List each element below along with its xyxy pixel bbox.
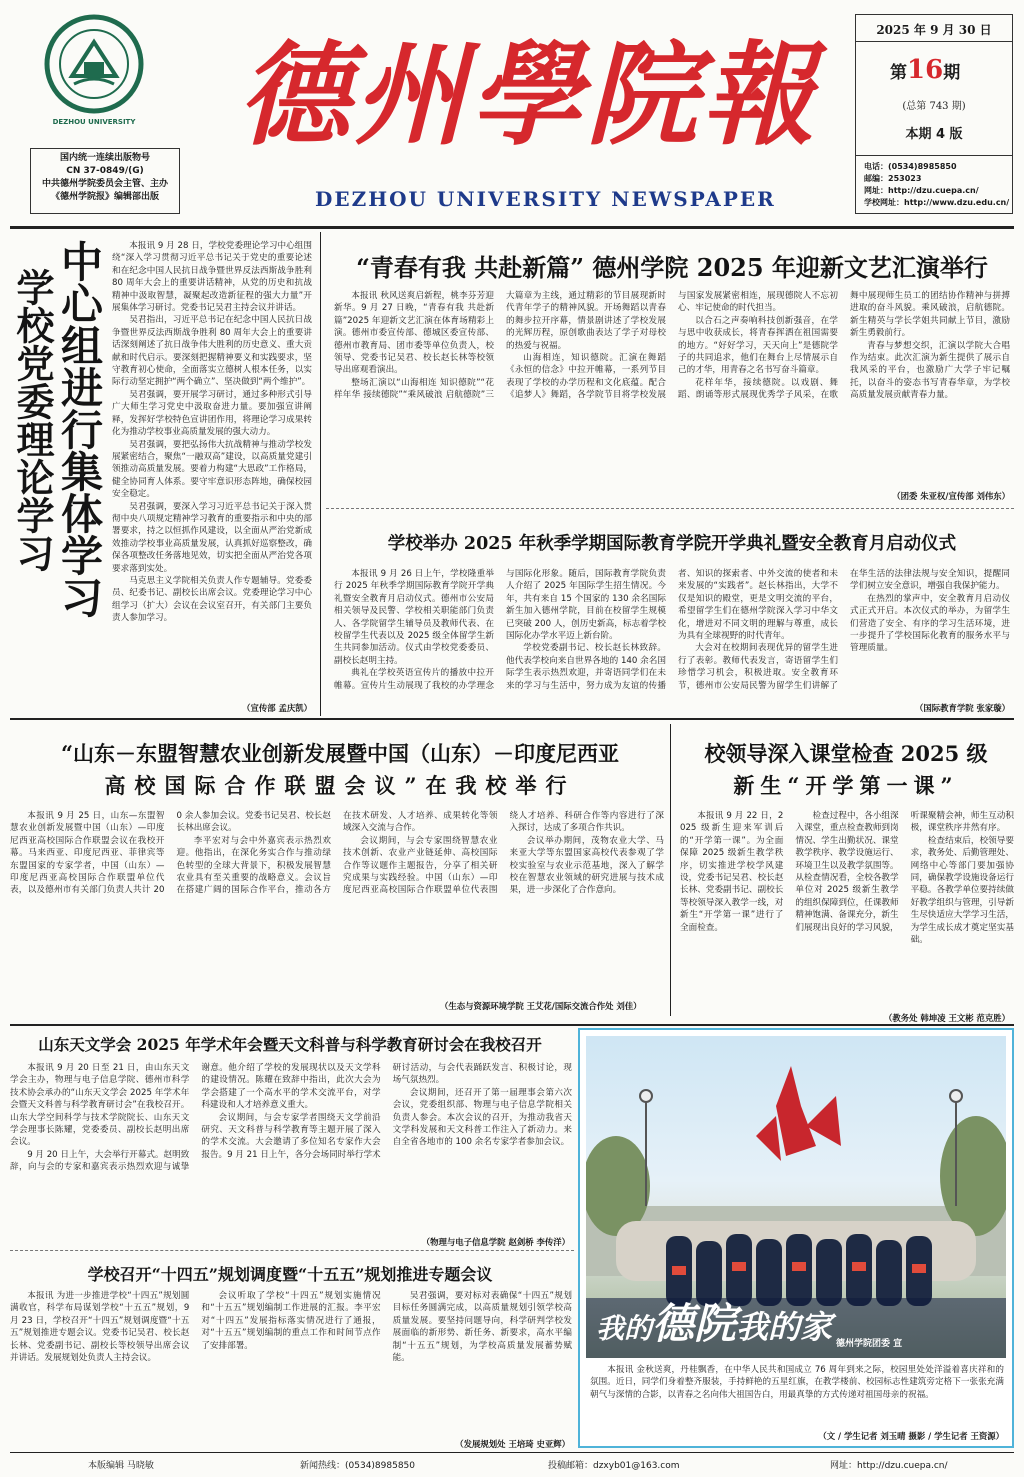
a3-p1: 本报讯 9 月 26 日上午，学校隆重举行 2025 年秋季学期国际教育学院开学典礼暨安全教育月启动仪式。德州市公安局相关领导及民警、学校相关职能部门负责人、各学院留学生辅导员及教师代表、在校留学生代表以及 2025 级全体留学生新生共同参加活动。仪式由学校党委委员、副校长赵明主持。	[334, 569, 494, 666]
a6-body	[10, 1062, 572, 1232]
banner-part-2: 德院	[652, 1299, 737, 1348]
a3-p2: 典礼在学校英语宣传片的播放中拉开帷幕。宣传片生动展现了我校的办学理念与国际化形象。随后，国际教育学院负责人介绍了 2025 年国际学生招生情况。今年，共有来自 15 个国家的 130 余名国际新生加入德州学院，目前在校留学生规模已突破 200 人，创历史新高，标志着学校国际化办学水平迈上新台阶。	[334, 569, 666, 691]
a5-headline-line1: 校领导深入课堂检查 2025 级	[704, 741, 988, 766]
a2-p3: 山海相连，知识德院。汇演在舞蹈《永恒的信念》中拉开帷幕，一系列节目表现了学校的办学历程和文化底蕴。配合《追梦人》舞蹈，各学院节目将学校发展与国家发展紧密相连，展现德院人不忘初心、牢记使命的时代担当。	[506, 291, 838, 401]
a1-headline-col1: 中心组进行集体学习	[55, 240, 104, 618]
a7-byline: （发展规划处 王培琦 史亚辉）	[455, 1439, 570, 1449]
a3-body	[334, 568, 1010, 698]
issue-no: 16	[907, 55, 944, 85]
site-url[interactable]: 网址：http://dzu.cuepa.cn/	[864, 186, 979, 195]
editor-line: 《德州学院报》编辑部出版	[50, 192, 159, 202]
newspaper-subtitle: DEZHOU UNIVERSITY NEWSPAPER	[315, 187, 776, 211]
a5-p1: 本报讯 9 月 22 日，2025 级新生迎来军训后的“开学第一课”。为全面保障 2025 级新生教学秩序，切实推进学校学风建设，党委书记吴君、校长赵长林、党委副书记、副校长等校领导深入教学一线，对新生“开学第一课”进行了全面检查。	[680, 811, 784, 933]
a6-p4: 会议期间，还召开了第一届理事会第六次会议，党委组织部、物理与电子信息学院相关负责人参会。本次会议的召开，为推动我省天文学科发展和天文科普工作注入了新动力。来自全省各地市的 100 余名专家学者参加会议。	[392, 1087, 572, 1148]
photo-banner	[596, 1291, 832, 1351]
a2-p2: 整场汇演以“山海相连 知识德院”“花样年华 接续德院”“乘风破浪 启航德院”三大篇章为主线，通过精彩的节目展现新时代青年学子的精神风貌。开场舞蹈以青春的舞步拉开序幕，情景剧讲述了学校发展的光辉历程，原创歌曲表达了学子对母校的热爱与祝福。	[334, 291, 666, 401]
page-count: 本期 4 版	[905, 127, 963, 142]
a1-body	[112, 240, 312, 700]
a1-p3: 吴君强调，要开展学习研讨，通过多种形式引导广大师生学习党史中汲取奋进力量。要加强宣讲阐释，发挥好学校特色宣讲团作用，将理论学习成果转化为推动学校事业高质量发展的强大动力。	[112, 389, 312, 438]
school-url[interactable]: 学校网址：http://www.dzu.edu.cn/	[864, 198, 1010, 207]
a2-p4: 以合石之声奏响科技创新强音，在学与思中收获成长，将青春挥洒在祖国需要的地方。“好好学习，天天向上”是德院学子的共同追求，他们在舞台上尽情展示自己的才华，用青春之名书写奋斗篇章。	[678, 315, 838, 376]
a6-headline: 山东天文学会 2025 年学术年会暨天文科普与科学教育研讨会在我校召开	[38, 1035, 542, 1054]
footer-site[interactable]: 网址：http://dzu.cuepa.cn/	[830, 1461, 948, 1471]
a4-p2: 李平宏对与会中外嘉宾表示热烈欢迎。他指出，在深化务实合作与推动绿色转型的全球大背景下，积极发展智慧农业具有至关重要的战略意义。会议旨在搭建广阔的国际合作平台，推动各方在技术研发、人才培养、成果转化等领域深入交流与合作。	[176, 811, 498, 896]
a4-headline-line1: “山东－东盟智慧农业创新发展暨中国（山东）－印度尼西亚	[60, 741, 620, 766]
sponsor-line: 中共德州学院委员会主管、主办	[41, 179, 168, 189]
a2-p6: 青春与梦想交织，汇演以学院大合唱作为结束。此次汇演为新生提供了展示自我风采的平台，也激励广大学子牢记嘱托，以奋斗的姿态书写青春华章，为学校高质量发展贡献青春力量。	[850, 340, 1010, 401]
banner-part-3: 我的家	[736, 1308, 833, 1346]
issue-number	[890, 55, 960, 85]
a1-byline: （宣传部 孟庆凯）	[242, 703, 312, 713]
a2-p1: 本报讯 秋风送爽启新程，桃李芬芳迎新华。9 月 27 日晚，“青春有我 共赴新篇”2025 年迎新文艺汇演在体育场精彩上演。德州市委宣传部、德城区委宣传部、德州市教育局、团市委等单位负责人，校领导、党委书记吴君、校长赵长林等校领导出席观看演出。	[334, 291, 494, 376]
photo-byline: （文 / 学生记者 刘玉晴 摄影 / 学生记者 王资源）	[818, 1431, 1004, 1441]
a5-p2: 检查过程中，各小组深入课堂，重点检查教师到岗情况、学生出勤状况、课堂教学秩序、教学设施运行、环境卫生以及教学氛围等。从检查情况看，全校各教学单位对 2025 级新生教学的组织保障到位，任课教师精神饱满、备课充分，新生们展现出良好的学习风貌，听课聚精会神，师生互动积极，课堂秩序井然有序。	[795, 811, 1014, 933]
a1-p5: 吴君强调，要深入学习习近平总书记关于深入贯彻中央八项规定精神学习教育的重要指示和中央的部署要求，持之以恒抓作风建设，以全面从严治党新成效推动学校事业高质量发展，认真抓好巡察整改，确保各项整改任务落地见效，切实把全面从严治党各项要求落到实处。	[112, 501, 312, 574]
postcode: 邮编：253023	[864, 174, 922, 183]
publication-info-box	[30, 148, 180, 214]
a4-body	[10, 810, 664, 1012]
footer	[0, 1458, 1024, 1474]
a1-headline-col2: 学校党委理论学习	[10, 268, 55, 572]
a7-body	[10, 1290, 572, 1436]
total-issue: (总第 743 期)	[902, 101, 966, 112]
a3-p3: 学校党委副书记、校长赵长林致辞。他代表学校向来自世界各地的 140 余名国际学生表示热烈欢迎，并寄语同学们在未来的学习与生活中，努力成为友谊的传播者、知识的探索者、中外交流的使者和未来发展的“实践者”。赵长林指出，大学不仅是知识的殿堂，更是文明交流的平台，希望留学生们在德州学院深入学习中华文化，增进对不同文明的理解与尊重，成长为具有全球视野的时代青年。	[506, 569, 838, 691]
a4-p3: 会议期间，与会专家围绕智慧农业技术创新、农业产业链延伸、高校国际合作等议题作主题报告，分享了相关研究成果与实践经验。中国（山东）—印度尼西亚高校国际合作联盟单位代表围绕人才培养、科研合作等内容进行了深入探讨，达成了多项合作共识。	[343, 811, 664, 896]
photo-banner-tag: 德州学院团委 宣	[836, 1339, 903, 1349]
a7-p1: 本报讯 为进一步推进学校“十四五”规划圆满收官，科学布局谋划学校“十五五”规划，9 月 23 日，学校召开“十四五”规划调度暨“十五五”规划推进专题会议。党委书记吴君、校长赵长林、党委副书记、副校长等校领导出席会议并讲话。发展规划处负责人主持会议。	[10, 1291, 190, 1364]
a4-p4: 会议举办期间，茂物农业大学、马来亚大学等东盟国家高校代表参观了学校实验室与农业示范基地，深入了解学校在智慧农业领域的研究进展与技术成果，进一步深化了合作意向。	[509, 835, 664, 896]
footer-editor: 本版编辑 马晓敏	[88, 1461, 154, 1471]
a7-headline: 学校召开“十四五”规划调度暨“十五五”规划推进专题会议	[87, 1265, 493, 1284]
a6-p3: 会议期间，与会专家学者围绕天文学前沿研究、天文科普与科学教育等主题开展了深入的学术交流。大会邀请了多位知名专家作大会报告。9 月 21 日上午，各分会场同时举行学术研讨活动，与会代表踊跃发言、积极讨论，现场气氛热烈。	[201, 1063, 572, 1160]
a6-p1: 本报讯 9 月 20 日至 21 日，由山东天文学会主办，物理与电子信息学院、德州市科学技术协会承办的“山东天文学会 2025 年学术年会暨天文科普与科学教育研讨会”在我校召开。山东大学空间科学与技术学院院长、山东天文学会理事长陈耀，党委委员、副校长赵明出席会议。	[10, 1063, 190, 1148]
footer-email[interactable]: 投稿邮箱：dzxyb01@163.com	[548, 1461, 680, 1471]
a1-p4: 吴君强调，要把弘扬伟大抗战精神与推动学校发展紧密结合，聚焦“一融双高”建设，以高质量党建引领推动高质量发展。要着力构建“大思政”工作格局，健全协同育人体系。要守牢意识形态阵地，确保校园安全稳定。	[112, 439, 312, 500]
a5-body	[680, 810, 1014, 1010]
a7-p3: 吴君强调，要对标对表确保“十四五”规划目标任务圆满完成，以高质量规划引领学校高质量发展。要坚持问题导向，科学研判学校发展面临的新形势、新任务、新要求，高水平编制“十五五”规划，为学校高质量发展蓄势赋能。	[392, 1291, 572, 1364]
a5-p3: 检查结束后，校领导要求，教务处、后勤管理处、网络中心等部门要加强协同，确保教学设施设备运行平稳。各教学单位要持续做好教学组织与管理，引导新生尽快适应大学学习生活，为学生成长成才奠定坚实基础。	[910, 835, 1014, 946]
a6-byline: （物理与电子信息学院 赵剑桥 李传洋）	[421, 1237, 570, 1247]
footer-hotline: 新闻热线：(0534)8985850	[300, 1461, 416, 1471]
a3-p5: 在热烈的掌声中，安全教育月启动仪式正式开启。本次仪式的举办，为留学生们营造了安全、有序的学习生活环境，进一步提升了学校国际化教育的服务水平与管理质量。	[850, 593, 1010, 654]
banner-part-1: 我的	[596, 1312, 653, 1345]
a4-p1: 本报讯 9 月 25 日，山东—东盟智慧农业创新发展暨中国（山东）—印度尼西亚高校国际合作联盟会议在我校开幕。马来西亚、印度尼西亚、菲律宾等东盟国家的专家学者，中国（山东）—印度尼西亚高校国际合作联盟单位代表，以及德州市有关部门负责人共计 200 余人参加会议。党委书记吴君、校长赵长林出席会议。	[10, 811, 331, 896]
university-seal-icon	[44, 14, 144, 114]
a5-headline-line2: 新生“开学第一课”	[733, 773, 959, 798]
photo-box	[578, 1028, 1014, 1448]
logo-english-text: DEZHOU UNIVERSITY	[52, 118, 136, 126]
a5-byline: （教务处 韩坤凌 王文彬 范克胜）	[884, 1013, 1010, 1023]
a1-p2: 吴君指出，习近平总书记在纪念中国人民抗日战争暨世界反法西斯战争胜利 80 周年大会上的重要讲话深刻阐述了抗日战争伟大胜利的历史意义、重大贡献和时代启示。要深刻把握精神要义和实践要求，坚守教育初心使命，全面落实立德树人根本任务，以实际行动坚定拥护“两个确立”、坚决做到“两个维护”。	[112, 315, 312, 388]
a4-byline: （生态与资源环境学院 王艾花/国际交流合作处 刘佳）	[440, 1001, 642, 1011]
masthead	[0, 0, 1024, 226]
photo-caption: 本报讯 金秋送爽，丹桂飘香，在中华人民共和国成立 76 周年到来之际，校园里处处洋溢着喜庆祥和的氛围。近日，同学们身着整齐服装，手持鲜艳的五星红旗，在教学楼前、校园标志性建筑旁定格下一张张充满朝气与深情的合影，以青春之名向伟大祖国告白，用最真挚的方式传递对祖国母亲的祝福。	[590, 1365, 1004, 1400]
a6-p2: 9 月 20 日上午，大会举行开幕式。赵明致辞，向与会的专家和嘉宾表示热烈欢迎与诚挚谢意。他介绍了学校的发展现状以及天文学科的建设情况。陈耀在致辞中指出，此次大会为学会搭建了一个高水平的学术交流平台，对学科建设和人才培养意义重大。	[10, 1063, 381, 1173]
a3-byline: （国际教育学院 张家璇）	[914, 703, 1010, 713]
a2-body	[334, 290, 1010, 492]
a2-byline: （团委 朱亚权/宣传部 刘伟东）	[892, 491, 1010, 501]
a1-p6: 马克思主义学院相关负责人作专题辅导。党委委员、纪委书记、副校长出席会议。党委理论学习中心组学习（扩大）会议在会议室召开，有关部门主要负责人参加学习。	[112, 575, 312, 624]
issue-info-box	[855, 14, 1013, 214]
university-logo	[44, 14, 144, 114]
issue-prefix: 第	[890, 63, 907, 83]
a2-headline: “青春有我 共赴新篇” 德州学院 2025 年迎新文艺汇演举行	[356, 253, 988, 282]
phone: 电话：(0534)8985850	[864, 162, 957, 171]
cn-number: CN 37-0849/(G)	[66, 166, 144, 176]
issue-suffix: 期	[943, 63, 961, 83]
a1-p1: 本报讯 9 月 28 日，学校党委理论学习中心组围绕“深入学习贯彻习近平总书记关于党史的重要论述和在纪念中国人民抗日战争暨世界反法西斯战争胜利 80 周年大会上的重要讲话精神，从党的历史和抗战精神中汲取智慧，凝聚起改造新征程的强大力量”开展集体学习研讨。党委书记吴君主持会议并讲话。	[112, 241, 312, 314]
serial-line: 国内统一连续出版物号	[59, 153, 150, 163]
a3-headline: 学校举办 2025 年秋季学期国际教育学院开学典礼暨安全教育月启动仪式	[387, 534, 957, 554]
a7-p2: 会议听取了学校“十四五”规划实施情况和“十五五”规划编制工作进展的汇报。李平宏对“十四五”发展指标落实情况进行了通报，对“十五五”规划编制的重点工作和时间节点作了安排部署。	[201, 1291, 381, 1351]
campus-photo	[586, 1036, 1006, 1358]
issue-date: 2025 年 9 月 30 日	[876, 23, 992, 37]
a4-headline-line2: 高校国际合作联盟会议”在我校举行	[104, 773, 576, 798]
newspaper-title: 德州學院報	[238, 30, 818, 161]
a2-p5: 花样年华，接续德院。以戏剧、舞蹈、朗诵等形式展现优秀学子风采，在歌舞中展现师生员工的团结协作精神与拼搏进取的奋斗风貌。乘风破浪，启航德院。新生精英与学长学姐共同献上节目，激励新生勇毅前行。	[678, 291, 1010, 401]
a3-p4: 大会对在校期间表现优异的留学生进行了表彰。教师代表发言，寄语留学生们珍惜学习机会，积极进取。安全教育环节，德州市公安局民警为留学生们讲解了在华生活的法律法规与安全知识，提醒同学们树立安全意识，增强自我保护能力。	[678, 569, 1010, 691]
